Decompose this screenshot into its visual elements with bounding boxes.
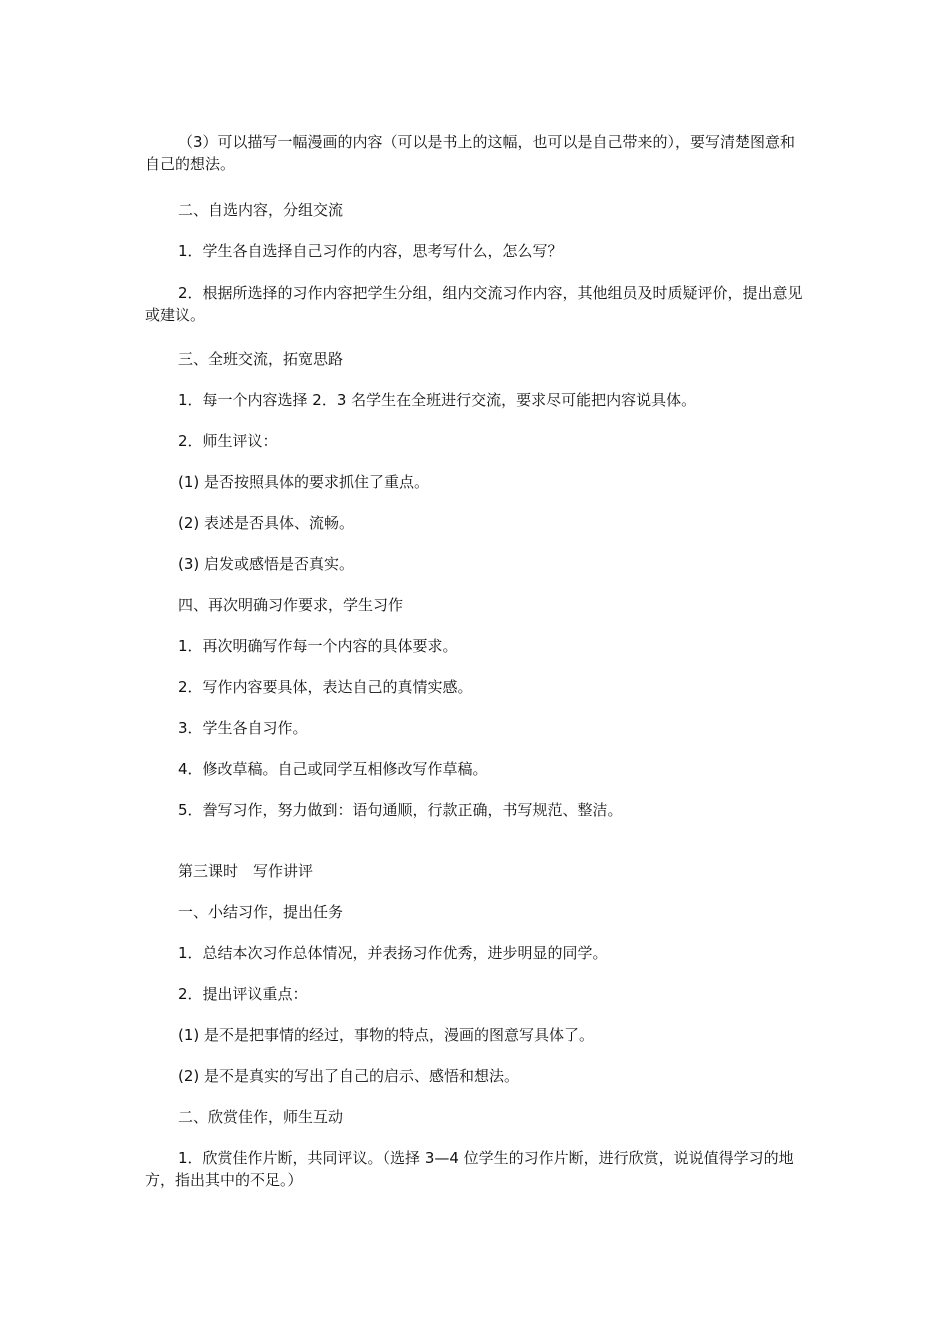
paragraph-comic-description: （3）可以描写一幅漫画的内容（可以是书上的这幅，也可以是自己带来的），要写清楚图意和自己的想法。 xyxy=(145,133,796,173)
paragraph-requirement-2: 2．写作内容要具体，表达自己的真情实感。 xyxy=(178,678,473,696)
paragraph-step-1: 1．学生各自选择自己习作的内容，思考写什么，怎么写？ xyxy=(178,242,563,260)
paragraph-requirement-4: 4．修改草稿。自己或同学互相修改写作草稿。 xyxy=(178,760,488,778)
paragraph-requirement-1: 1．再次明确写作每一个内容的具体要求。 xyxy=(178,637,458,655)
paragraph-summary-2: 2．提出评议重点： xyxy=(178,985,308,1003)
paragraph-requirement-3: 3．学生各自习作。 xyxy=(178,719,308,737)
paragraph-review-1: (1) 是否按照具体的要求抓住了重点。 xyxy=(178,473,430,491)
paragraph-summary-1: 1．总结本次习作总体情况，并表扬习作优秀，进步明显的同学。 xyxy=(178,944,608,962)
heading-writing-requirements: 四、再次明确习作要求，学生习作 xyxy=(178,596,404,614)
heading-third-lesson: 第三课时 写作讲评 xyxy=(178,862,314,880)
paragraph-requirement-5: 5．誊写习作，努力做到：语句通顺，行款正确，书写规范、整洁。 xyxy=(178,801,623,819)
heading-appreciation: 二、欣赏佳作，师生互动 xyxy=(178,1108,344,1126)
paragraph-review-2: (2) 表述是否具体、流畅。 xyxy=(178,514,355,532)
paragraph-focus-1: (1) 是不是把事情的经过，事物的特点，漫画的图意写具体了。 xyxy=(178,1026,595,1044)
paragraph-review-3: (3) 启发或感悟是否真实。 xyxy=(178,555,355,573)
heading-class-exchange: 三、全班交流，拓宽思路 xyxy=(178,350,344,368)
heading-choose-content: 二、自选内容，分组交流 xyxy=(178,201,344,219)
paragraph-exchange-1: 1．每一个内容选择 2．3 名学生在全班进行交流，要求尽可能把内容说具体。 xyxy=(178,391,697,409)
paragraph-appreciation-1: 1．欣赏佳作片断，共同评议。（选择 3—4 位学生的习作片断，进行欣赏，说说值得学习的地方，指出其中的不足。） xyxy=(145,1149,794,1189)
heading-summary: 一、小结习作，提出任务 xyxy=(178,903,344,921)
paragraph-focus-2: (2) 是不是真实的写出了自己的启示、感悟和想法。 xyxy=(178,1067,520,1085)
paragraph-step-2: 2．根据所选择的习作内容把学生分组，组内交流习作内容，其他组员及时质疑评价，提出意见或建议。 xyxy=(145,284,803,324)
paragraph-exchange-2: 2．师生评议： xyxy=(178,432,278,450)
